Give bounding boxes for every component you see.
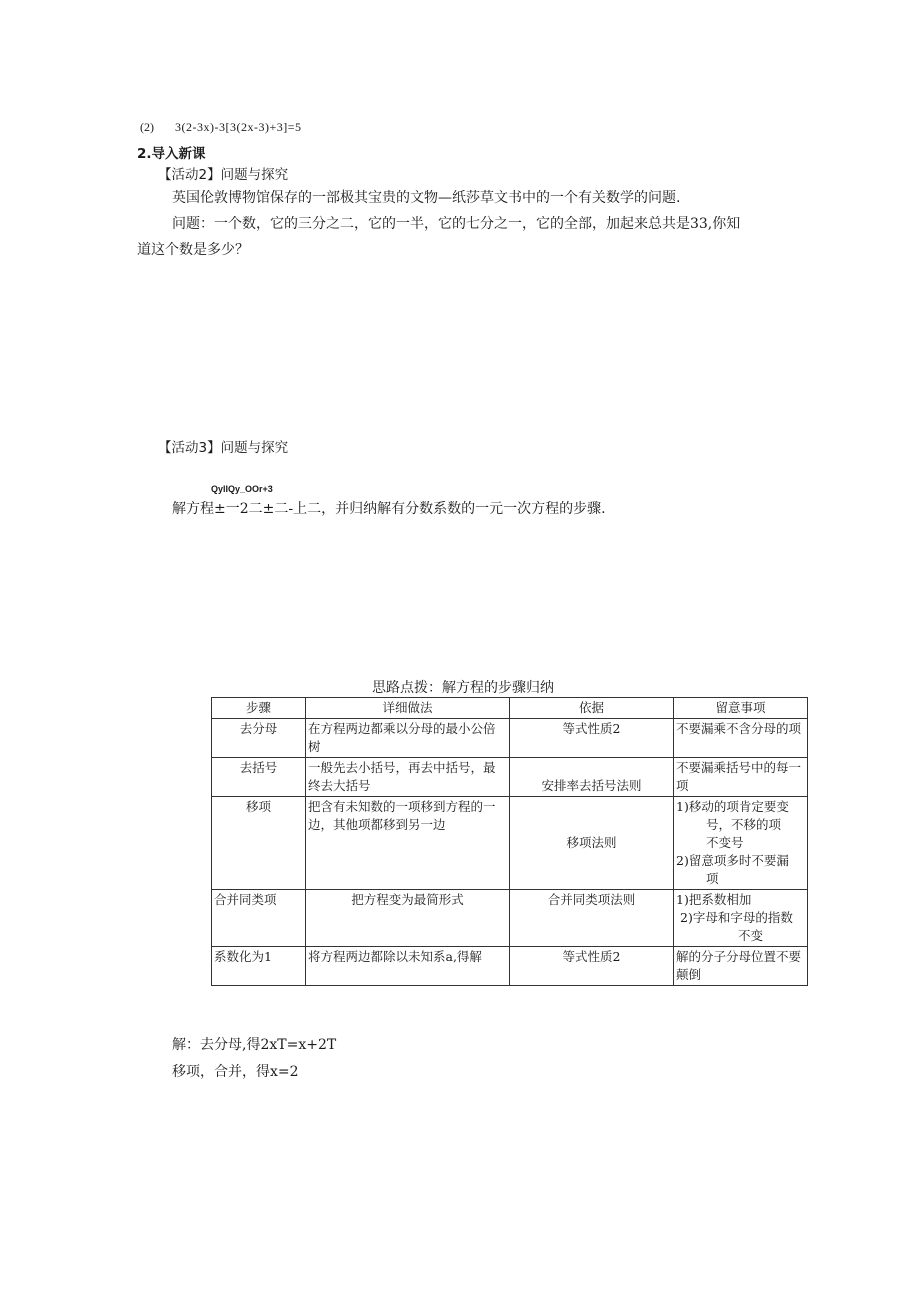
- table-row: [212, 719, 808, 758]
- note-cell: 不要漏乘不含分母的项: [674, 719, 808, 758]
- table-row: [212, 758, 808, 797]
- header-detail: 详细做法: [306, 698, 510, 719]
- note-line: 1)把系数相加: [676, 892, 752, 907]
- basis-cell: 等式性质2: [510, 947, 674, 986]
- problem-2-equation: 3(2-3x)-3[3(2x-3)+3]=5: [175, 120, 302, 134]
- basis-cell: 合并同类项法则: [510, 890, 674, 947]
- detail-cell: 将方程两边都除以未知系a,得解: [306, 947, 510, 986]
- header-note: 留意事项: [674, 698, 808, 719]
- basis-cell: 移项法则: [510, 797, 674, 890]
- note-cell: 不要漏乘括号中的每一项: [674, 758, 808, 797]
- header-step: 步骤: [212, 698, 306, 719]
- activity-2-intro: 英国伦敦博物馆保存的一部极其宝贵的文物—纸莎草文书中的一个有关数学的问题.: [172, 190, 681, 206]
- detail-cell: 把方程变为最简形式: [306, 890, 510, 947]
- note-line: 不变号: [706, 835, 744, 850]
- note-line: 项: [706, 871, 719, 886]
- note-line: 2)留意项多时不要漏: [676, 853, 789, 868]
- step-cell: 合并同类项: [212, 890, 306, 947]
- step-cell: 去括号: [212, 758, 306, 797]
- activity-3-task: 解方程±一2二±二-上二，并归纳解有分数系数的一元一次方程的步骤.: [172, 501, 606, 517]
- note-cell: [674, 797, 808, 890]
- detail-cell: 把含有未知数的一项移到方程的一边，其他项都移到另一边: [306, 797, 510, 890]
- activity-3-title: 【活动3】问题与探究: [158, 440, 289, 456]
- note-line: 1)移动的项肯定要变: [676, 799, 789, 814]
- table-header-row: [212, 698, 808, 719]
- basis-cell: 安排率去括号法则: [510, 758, 674, 797]
- note-line: 号，不移的项: [706, 817, 782, 832]
- note-line: 不变: [738, 928, 764, 943]
- table-row: [212, 797, 808, 890]
- detail-cell: 在方程两边都乘以分母的最小公倍树: [306, 719, 510, 758]
- steps-table: [211, 697, 808, 986]
- note-cell: [674, 890, 808, 947]
- header-basis: 依据: [510, 698, 674, 719]
- problem-2-label: (2): [140, 120, 154, 134]
- basis-cell: 等式性质2: [510, 719, 674, 758]
- equation-superscript: QylIQy_OOr+3: [211, 484, 273, 494]
- activity-2-question-line2: 道这个数是多少？: [137, 242, 249, 258]
- activity-2-question-line1: 问题：一个数，它的三分之二，它的一半，它的七分之一，它的全部，加起来总共是33,你知: [172, 216, 741, 232]
- step-cell: 去分母: [212, 719, 306, 758]
- detail-cell: 一般先去小括号，再去中括号，最终去大括号: [306, 758, 510, 797]
- step-cell: 移项: [212, 797, 306, 890]
- section-title: 2.导入新课: [137, 146, 206, 162]
- table-caption: 思路点拨：解方程的步骤归纳: [372, 680, 554, 696]
- step-cell: 系数化为1: [212, 947, 306, 986]
- note-line: 2)字母和字母的指数: [680, 910, 793, 925]
- table-row: [212, 947, 808, 986]
- table-row: [212, 890, 808, 947]
- solution-line1: 解：去分母,得2xT=x+2T: [172, 1037, 337, 1053]
- activity-2-title: 【活动2】问题与探究: [158, 167, 289, 183]
- note-cell: 解的分子分母位置不要颠倒: [674, 947, 808, 986]
- solution-line2: 移项，合并，得x=2: [172, 1064, 299, 1080]
